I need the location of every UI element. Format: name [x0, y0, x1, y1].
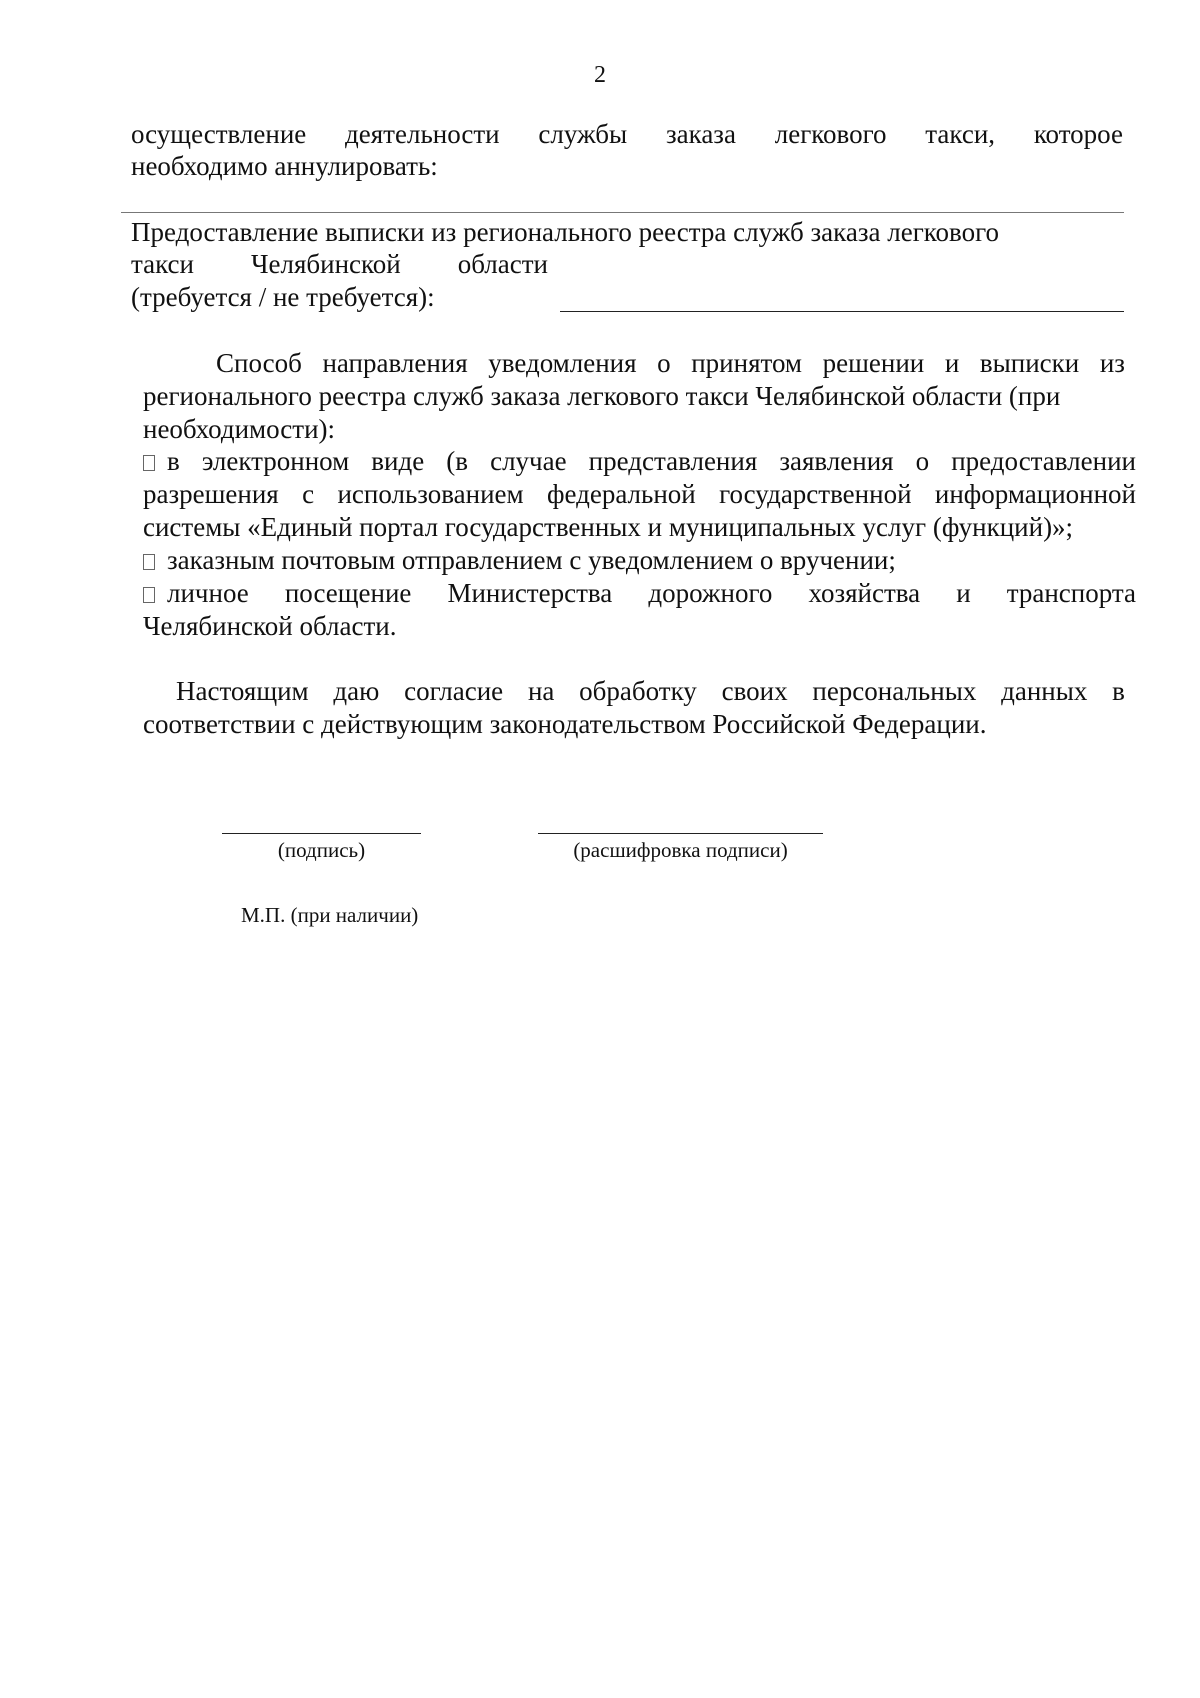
consent-word: обработку [579, 676, 697, 706]
consent-word: данных [1001, 676, 1088, 706]
consent-word: согласие [404, 676, 504, 706]
option-mail-label: заказным почтовым отправлением с уведомлением о вручении; [167, 545, 896, 575]
option-electronic-line-2: разрешения с использованием федеральной государственной информационной [143, 479, 1136, 509]
consent-word: Настоящим [176, 676, 309, 706]
option-word: Министерства [447, 578, 613, 608]
signature-line[interactable] [222, 833, 421, 834]
option-visit-line-1 [143, 577, 1136, 609]
signature-decode-line[interactable] [538, 833, 823, 834]
option-word: предоставлении [951, 446, 1136, 476]
delivery-line-1 [216, 347, 1125, 379]
extract-line-2 [131, 248, 548, 280]
intro-word: такси, [925, 119, 996, 149]
option-word: электронном [201, 446, 350, 476]
consent-word: своих [721, 676, 788, 706]
option-word: хозяйства [808, 578, 921, 608]
delivery-word: выписки [979, 348, 1080, 378]
consent-word: персональных [812, 676, 977, 706]
consent-line-2: соответствии с действующим законодательством Российской Федерации. [143, 709, 987, 739]
option-word: представления [588, 446, 758, 476]
delivery-line-2: регионального реестра служб заказа легкового такси Челябинской области (при [143, 381, 1061, 411]
intro-word: деятельности [345, 119, 500, 149]
option-mail-checkbox[interactable] [143, 554, 155, 570]
delivery-word: принятом [691, 348, 803, 378]
option-word: и [956, 578, 971, 608]
extract-word: Челябинской [250, 249, 401, 279]
intro-word: легкового [774, 119, 887, 149]
extract-line-3: (требуется / не требуется): [131, 282, 435, 312]
option-electronic-checkbox[interactable] [143, 455, 155, 471]
extract-line-1: Предоставление выписки из регионального реестра служб заказа легкового [131, 217, 999, 247]
intro-line-1 [131, 118, 1123, 150]
intro-word: которое [1033, 119, 1123, 149]
delivery-word: направления [322, 348, 468, 378]
option-visit-line-2: Челябинской области. [143, 611, 397, 641]
intro-word: службы [538, 119, 628, 149]
extract-word: такси [131, 249, 194, 279]
option-mail-line-1 [143, 544, 896, 576]
delivery-word: о [657, 348, 671, 378]
section-divider [121, 212, 1124, 213]
extract-word: области [457, 249, 548, 279]
delivery-word: Способ [216, 348, 302, 378]
option-word: (в [446, 446, 469, 476]
option-visit-checkbox[interactable] [143, 587, 155, 603]
intro-word: осуществление [131, 119, 307, 149]
delivery-word: уведомления [488, 348, 637, 378]
delivery-word: и [944, 348, 960, 378]
page-number: 2 [594, 62, 606, 88]
option-word: дорожного [648, 578, 773, 608]
delivery-line-3: необходимости): [143, 414, 336, 444]
extract-answer-line[interactable] [560, 311, 1124, 312]
option-word: заявления [779, 446, 894, 476]
delivery-word: из [1099, 348, 1125, 378]
intro-word: заказа [665, 119, 736, 149]
option-visit-first: личное [143, 577, 249, 609]
option-word: случае [490, 446, 567, 476]
consent-word: даю [333, 676, 380, 706]
option-word: посещение [284, 578, 412, 608]
option-electronic-first: в [143, 445, 180, 477]
consent-word: на [527, 676, 555, 706]
option-electronic-line-3: системы «Единый портал государственных и муниципальных услуг (функций)»; [143, 512, 1074, 542]
signature-caption: (подпись) [277, 838, 366, 862]
consent-line-1 [176, 675, 1125, 707]
option-word: виде [371, 446, 425, 476]
stamp-note: М.П. (при наличии) [241, 903, 419, 927]
intro-line-2: необходимо аннулировать: [131, 151, 438, 181]
option-electronic-line-1 [143, 445, 1136, 477]
option-word: транспорта [1006, 578, 1136, 608]
signature-decode-caption: (расшифровка подписи) [573, 838, 788, 862]
option-word: о [915, 446, 930, 476]
delivery-word: решении [822, 348, 925, 378]
consent-word: в [1112, 676, 1125, 706]
